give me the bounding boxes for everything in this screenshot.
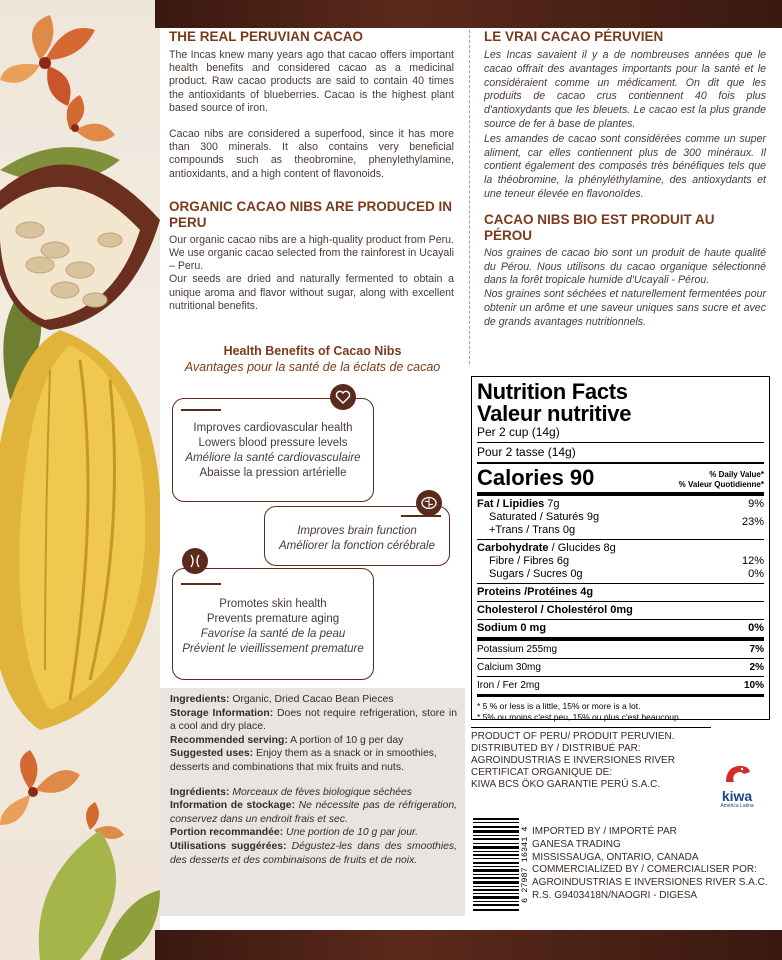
importer-name: GANESA TRADING	[532, 838, 621, 850]
benefit-cardio-line3: Améliore la santé cardiovasculaire	[185, 452, 361, 464]
serving-size-en: Per 2 cup (14g)	[477, 425, 560, 439]
kiwa-logo	[712, 762, 762, 809]
sodium-label: Sodium 0 mg	[477, 622, 547, 634]
open-cacao-pod	[0, 164, 160, 330]
label: Ingrédients:	[170, 786, 230, 798]
kiwa-bird-icon	[720, 762, 754, 784]
calories-row	[477, 466, 764, 490]
dv-fr: % Valeur Quotidienne*	[678, 480, 764, 489]
registration-number: R.S. G9403418N/NAOGRI - DIGESA	[532, 889, 698, 901]
label: Ingredients:	[170, 694, 230, 705]
cholesterol-label: Cholesterol / Cholestérol 0mg	[477, 604, 633, 616]
product-origin-info	[471, 727, 711, 791]
value: Enjoy them as a snack or in smoothies, desserts and combinations that mix fruits and nuts.	[170, 748, 437, 773]
value: Organic, Dried Cacao Bean Pieces	[229, 694, 394, 705]
sugars-row	[477, 568, 764, 581]
nutrition-title-en: Nutrition Facts	[477, 379, 628, 404]
sugars-label: Sugars / Sucres 0g	[489, 568, 583, 580]
benefit-cardio-line4: Abaisse la pression artérielle	[199, 467, 347, 479]
heading-organic-nibs: ORGANIC CACAO NIBS ARE PRODUCED IN PERU	[169, 198, 453, 230]
trans-label: +Trans / Trans 0g	[489, 524, 576, 536]
origin-line: PRODUCT OF PERU/ PRODUIT PERUVIEN.	[471, 731, 675, 742]
box-accent-bar	[181, 409, 221, 411]
benefit-cardio-line2: Lowers blood pressure levels	[198, 437, 348, 449]
benefit-brain-line2: Améliorer la fonction cérébrale	[279, 540, 435, 552]
kiwa-sub: América Latina	[720, 803, 754, 809]
paragraph-dried-seeds: Our seeds are dried and naturally fermented to obtain a unique aroma and flavor without sugar, along with excellent nutritional benefits.	[169, 273, 454, 312]
distributor-name: AGROINDUSTRIAS E INVERSIONES RIVER	[471, 755, 675, 766]
kiwa-word: kiwa	[721, 788, 753, 804]
barcode	[473, 818, 519, 912]
protein-label: Proteins /Protéines 4g	[477, 586, 594, 598]
label: Recommended serving:	[170, 734, 288, 746]
top-decor-band	[155, 0, 782, 28]
sugars-dv: 0%	[748, 568, 764, 580]
ingredients-panel	[160, 688, 465, 916]
label: Portion recommandée:	[170, 827, 284, 839]
fibre-label: Fibre / Fibres 6g	[489, 555, 570, 567]
value: Morceaux de fèves biologique séchées	[229, 786, 412, 798]
value: Une portion de 10 g par jour.	[283, 827, 418, 839]
nutrition-title-fr: Valeur nutritive	[477, 401, 632, 426]
dv-en: % Daily Value*	[709, 470, 764, 479]
saturated-label: Saturated / Saturés 9g	[489, 511, 600, 523]
cacao-illustration	[0, 0, 160, 960]
leaf-icon	[39, 830, 116, 960]
benefits-title-fr: Avantages pour la santé de la éclats de cacao	[184, 360, 441, 374]
fibre-row	[477, 555, 764, 568]
benefits-title-en: Health Benefits of Cacao Nibs	[223, 344, 402, 358]
label: Information de stockage:	[170, 800, 296, 812]
heading-nibs-bio: CACAO NIBS BIO EST PRODUIT AU PÉROU	[484, 211, 715, 243]
footnote-fr: * 5% ou moins c'est peu, 15% ou plus c'est beaucoup.	[477, 712, 682, 722]
cholesterol-row	[477, 604, 764, 617]
benefit-box-cardio	[172, 398, 374, 502]
heart-icon	[330, 384, 356, 410]
importer-location: MISSISSAUGA, ONTARIO, CANADA	[532, 851, 699, 863]
label: Storage Information:	[170, 707, 274, 719]
calcium-label: Calcium 30mg	[477, 662, 541, 673]
label: Suggested uses:	[170, 748, 254, 760]
calories-value: Calories 90	[477, 465, 595, 490]
paragraph-organic-product: Our organic cacao nibs are a high-quality product from Peru. We use organic cacao selected from the rainforest in Ucayali – Peru.	[169, 233, 454, 273]
bottom-decor-band	[155, 930, 782, 960]
potassium-dv: 7%	[749, 644, 764, 655]
benefit-cardio-line1: Improves cardiovascular health	[193, 422, 353, 434]
label: Utilisations suggérées:	[170, 840, 287, 852]
ingredients-fr-line	[170, 786, 457, 800]
iron-row	[477, 679, 764, 692]
distributor-label: DISTRIBUTED BY / DISTRIBUÉ PAR:	[471, 743, 641, 754]
iron-label: Iron / Fer 2mg	[477, 680, 540, 691]
benefit-skin-line4: Prévient le vieillissement premature	[182, 643, 364, 655]
sat-dv: 23%	[741, 516, 764, 528]
body-skin-icon	[182, 548, 208, 574]
benefit-skin-line1: Promotes skin health	[219, 598, 327, 610]
paragraph-dried-seeds-fr: Nos graines sont séchées et naturellement fermentées pour obtenir un arôme et une saveur uniques sans sucre et avec de grands avantages nutritionnels.	[484, 288, 766, 328]
brain-icon	[416, 490, 442, 516]
heading-real-peruvian-cacao: THE REAL PERUVIAN CACAO	[169, 29, 364, 44]
saturated-row	[477, 511, 764, 524]
heading-vrai-cacao: LE VRAI CACAO PÉRUVIEN	[484, 29, 664, 44]
ingredients-en-line	[170, 693, 457, 707]
serving-size-fr: Pour 2 tasse (14g)	[477, 445, 576, 459]
value: A portion of 10 g per day	[287, 734, 404, 746]
cacao-pod-illustration	[0, 0, 160, 960]
nutrition-facts-table	[471, 376, 770, 720]
carb-row: Carbohydrate / Glucides 8g	[477, 542, 616, 554]
sodium-row	[477, 622, 764, 635]
value: Ne nécessite pas de réfrigeration, conservez dans un endroit frais et sec.	[170, 800, 457, 825]
calcium-dv: 2%	[749, 662, 764, 673]
protein-row	[477, 586, 764, 599]
potassium-row	[477, 643, 764, 656]
uses-en-line	[170, 747, 457, 774]
certificate-label: CERTIFICAT ORGANIQUE DE:	[471, 767, 613, 778]
benefit-brain-line1: Improves brain function	[297, 525, 417, 537]
paragraph-superfood: Cacao nibs are considered a superfood, since it has more than 300 minerals. It also contains very beneficial compounds such as theobromine, phenylethylamine, antioxidants, and a high content of flavonoids.	[169, 128, 454, 180]
french-column	[484, 28, 766, 330]
fat-row: Fat / Lipidies 7g 9%	[477, 498, 764, 510]
calcium-row	[477, 661, 764, 674]
importer-label: IMPORTED BY / IMPORTÉ PAR	[532, 826, 677, 837]
yellow-cacao-pod	[0, 330, 160, 730]
english-column	[169, 28, 454, 313]
paragraph-incas: The Incas knew many years ago that cacao offers important health benefits and considered cacao as a medicinal product. Raw cacao products are said to contain 40 times the antioxidants of blueberries. Cacao is the highest plant based source of iron.	[169, 49, 454, 114]
footnote-en: * 5 % or less is a little, 15% or more is a lot.	[477, 701, 641, 711]
storage-fr-line	[170, 799, 457, 826]
potassium-label: Potassium 255mg	[477, 644, 558, 655]
box-accent-bar	[181, 583, 221, 585]
cacao-flower-top	[0, 15, 115, 141]
cacao-flower-bottom	[0, 750, 124, 839]
fibre-dv: 12%	[741, 555, 764, 567]
value: Does not require refrigeration, store in a cool and dry place.	[170, 707, 457, 733]
column-divider	[469, 30, 470, 364]
sodium-dv: 0%	[748, 622, 764, 634]
value: Dégustez-les dans des smoothies, des desserts et des combinaisons de fruits et de noix.	[170, 840, 458, 866]
health-benefits-title	[160, 344, 465, 374]
iron-dv: 10%	[743, 680, 764, 691]
paragraph-organic-product-fr: Nos graines de cacao bio sont un produit de haute qualité du Pérou. Nous utilisons du cacao organique sélectionné dans la forêt tropicale humide d'Ucayali - Pérou.	[484, 246, 766, 287]
uses-fr-line	[170, 840, 457, 867]
daily-value-header	[679, 470, 764, 490]
importer-info	[532, 826, 772, 903]
commercializer-label: COMMERCIALIZED BY / COMERCIALISER POR:	[532, 864, 757, 876]
serving-fr-line	[170, 826, 457, 840]
certificate-name: KIWA BCS ÖKO GARANTIE PERÚ S.A.C.	[471, 779, 661, 790]
benefit-box-skin	[172, 568, 374, 680]
paragraph-incas-fr: Les Incas savaient il y a de nombreuses années que le cacao offrait des avantages importants pour la santé et le considéraient comme un médicament. On dit que les produits de cacao crus contiennent 40 fois plus d'antioxydants que les bleuets. Le cacao est la plus grande source de fer à base de plantes.	[484, 49, 766, 130]
storage-en-line	[170, 707, 457, 734]
commercializer-name: AGROINDUSTRIAS E INVERSIONES RIVER S.A.C.	[532, 877, 768, 889]
paragraph-superfood-fr: Les amandes de cacao sont considérées comme un super aliment, car elles contiennent plus de 300 minéraux. Il contient également des composés très bénéfiques tels que la théobromine, la phényléthylamine, des antioxydants et une teneur élevée en flavonoïdes.	[484, 132, 766, 200]
fat-dv: 9%	[748, 498, 764, 510]
serving-en-line	[170, 734, 457, 748]
barcode-number: 6 27987 16341 4	[520, 826, 530, 904]
benefit-skin-line2: Prevents premature aging	[206, 613, 340, 625]
benefit-skin-line3: Favorise la santé de la peau	[200, 628, 346, 640]
